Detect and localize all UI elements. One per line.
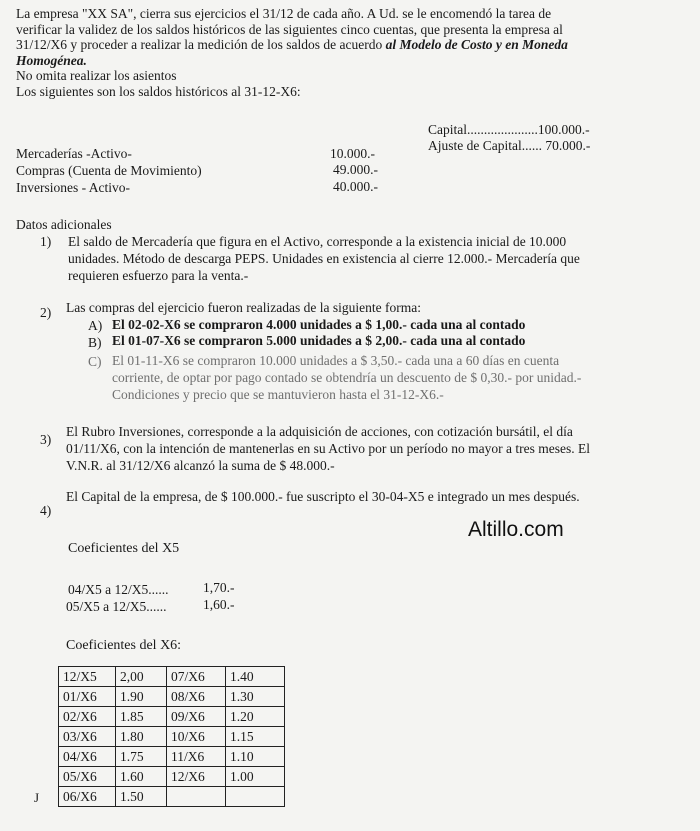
- coef-x6-row: [59, 667, 285, 687]
- coef-x6-row: [59, 687, 285, 707]
- balance-inversiones-label: Inversiones - Activo-: [16, 180, 130, 195]
- coef-x6-cell: 1.40: [226, 667, 285, 687]
- item-4-number: 4): [40, 503, 52, 518]
- margin-mark: J: [34, 790, 40, 805]
- balance-compras-label: Compras (Cuenta de Movimiento): [16, 163, 202, 178]
- item-2c-line-3: Condiciones y precio que se mantuvieron hasta el 31-12-X6.-: [112, 387, 444, 402]
- coef-x6-cell: 1.15: [226, 727, 285, 747]
- item-4-line-1: El Capital de la empresa, de $ 100.000.- fue suscripto el 30-04-X5 e integrado un mes después.: [66, 489, 580, 504]
- coef-x6-row: [59, 707, 285, 727]
- item-2c-label: C): [88, 354, 102, 369]
- item-2a-label: A): [88, 318, 103, 333]
- item-1-line-3: requieren esfuerzo para la venta.-: [68, 268, 249, 283]
- coef-x6-cell: 03/X6: [59, 727, 116, 747]
- coef-x6-cell: 07/X6: [167, 667, 226, 687]
- coef-x6-row: [59, 767, 285, 787]
- datos-adicionales-title: Datos adicionales: [16, 217, 112, 232]
- balance-capital: Capital.....................100.000.-: [428, 122, 590, 137]
- coef-x6-cell: 02/X6: [59, 707, 116, 727]
- balance-mercaderias-label: Mercaderías -Activo-: [16, 146, 132, 161]
- balance-compras-value: 49.000.-: [333, 162, 378, 177]
- watermark-text: Altillo.com: [468, 518, 564, 541]
- coef-x6-cell: 11/X6: [167, 747, 226, 767]
- item-2c-line-1: El 01-11-X6 se compraron 10.000 unidades a $ 3,50.- cada una a 60 días en cuenta: [112, 353, 560, 368]
- item-3-line-2: 01/11/X6, con la intención de mantenerlas en su Activo por un período no mayor a tres meses. El: [66, 441, 590, 456]
- coef-x6-cell: 1.80: [116, 727, 167, 747]
- item-2-number: 2): [40, 305, 52, 320]
- coef-x6-cell: 06/X6: [59, 787, 116, 807]
- item-3-line-1: El Rubro Inversiones, corresponde a la adquisición de acciones, con cotización bursátil, el día: [66, 424, 573, 439]
- coef-x6-cell: 2,00: [116, 667, 167, 687]
- intro-line-3: 31/12/X6 y proceder a realizar la medición de los saldos de acuerdo al Modelo de Costo y en Moneda: [16, 37, 568, 52]
- coef-x6-cell: 1.00: [226, 767, 285, 787]
- coef-x5-row-1-label: 04/X5 a 12/X5......: [68, 582, 169, 597]
- intro-line-5: No omita realizar los asientos: [16, 68, 177, 83]
- coef-x6-cell: 1.50: [116, 787, 167, 807]
- coef-x6-cell: 01/X6: [59, 687, 116, 707]
- coef-x6-cell: 08/X6: [167, 687, 226, 707]
- balance-ajuste-capital: Ajuste de Capital...... 70.000.-: [428, 138, 591, 153]
- coef-x6-cell: 1.85: [116, 707, 167, 727]
- coef-x5-row-2-value: 1,60.-: [203, 597, 235, 612]
- coef-x6-cell: 1.90: [116, 687, 167, 707]
- coef-x6-cell: 1.75: [116, 747, 167, 767]
- coef-x6-row: [59, 787, 285, 807]
- coef-x6-cell: [167, 787, 226, 807]
- intro-line-1: La empresa "XX SA", cierra sus ejercicios el 31/12 de cada año. A Ud. se le encomendó la tarea de: [16, 6, 552, 21]
- item-2a-text: El 02-02-X6 se compraron 4.000 unidades a $ 1,00.- cada una al contado: [112, 317, 526, 332]
- coef-x5-title: Coeficientes del X5: [68, 541, 180, 556]
- coef-x6-row: [59, 747, 285, 767]
- item-2b-text: El 01-07-X6 se compraron 5.000 unidades a $ 2,00.- cada una al contado: [112, 333, 526, 348]
- intro-line-6: Los siguientes son los saldos históricos al 31-12-X6:: [16, 83, 301, 99]
- coef-x6-cell: 1.30: [226, 687, 285, 707]
- coef-x6-cell: 04/X6: [59, 747, 116, 767]
- coef-x6-cell: 1.60: [116, 767, 167, 787]
- coef-x5-row-1-value: 1,70.-: [203, 580, 235, 595]
- coef-x6-cell: 05/X6: [59, 767, 116, 787]
- coef-x6-cell: 1.20: [226, 707, 285, 727]
- intro-line-2: verificar la validez de los saldos históricos de las siguientes cinco cuentas, que presenta la empresa al: [16, 21, 563, 37]
- balance-mercaderias-value: 10.000.-: [330, 146, 375, 161]
- item-2-line-1: Las compras del ejercicio fueron realizadas de la siguiente forma:: [66, 300, 421, 315]
- coef-x6-cell: 1.10: [226, 747, 285, 767]
- coef-x6-title: Coeficientes del X6:: [66, 638, 182, 653]
- item-1-number: 1): [40, 234, 52, 249]
- coef-x6-cell: 12/X5: [59, 667, 116, 687]
- intro-line-4: Homogénea.: [16, 52, 87, 68]
- coef-x6-cell: 12/X6: [167, 767, 226, 787]
- item-1-line-1: El saldo de Mercadería que figura en el Activo, corresponde a la existencia inicial de 10.000: [68, 234, 567, 249]
- coef-x6-table-body: [59, 667, 285, 807]
- coef-x6-cell: [226, 787, 285, 807]
- intro-paragraph: [16, 6, 696, 99]
- coef-x6-cell: 09/X6: [167, 707, 226, 727]
- balance-inversiones-value: 40.000.-: [333, 179, 378, 194]
- item-3-line-3: V.N.R. al 31/12/X6 alcanzó la suma de $ 48.000.-: [66, 458, 335, 473]
- coef-x6-row: [59, 727, 285, 747]
- intro-emphasis: al Modelo de Costo y en Moneda: [385, 37, 568, 52]
- item-2b-label: B): [88, 335, 102, 350]
- item-1-line-2: unidades. Método de descarga PEPS. Unidades en existencia al cierre 12.000.- Mercadería que: [68, 251, 580, 266]
- item-3-number: 3): [40, 432, 52, 447]
- coef-x6-cell: 10/X6: [167, 727, 226, 747]
- coef-x5-row-2-label: 05/X5 a 12/X5......: [66, 599, 167, 614]
- item-2c-line-2: corriente, de optar por pago contado se obtendría un descuento de $ 0,30.- por unidad.-: [112, 370, 582, 385]
- coef-x6-table: [58, 666, 285, 807]
